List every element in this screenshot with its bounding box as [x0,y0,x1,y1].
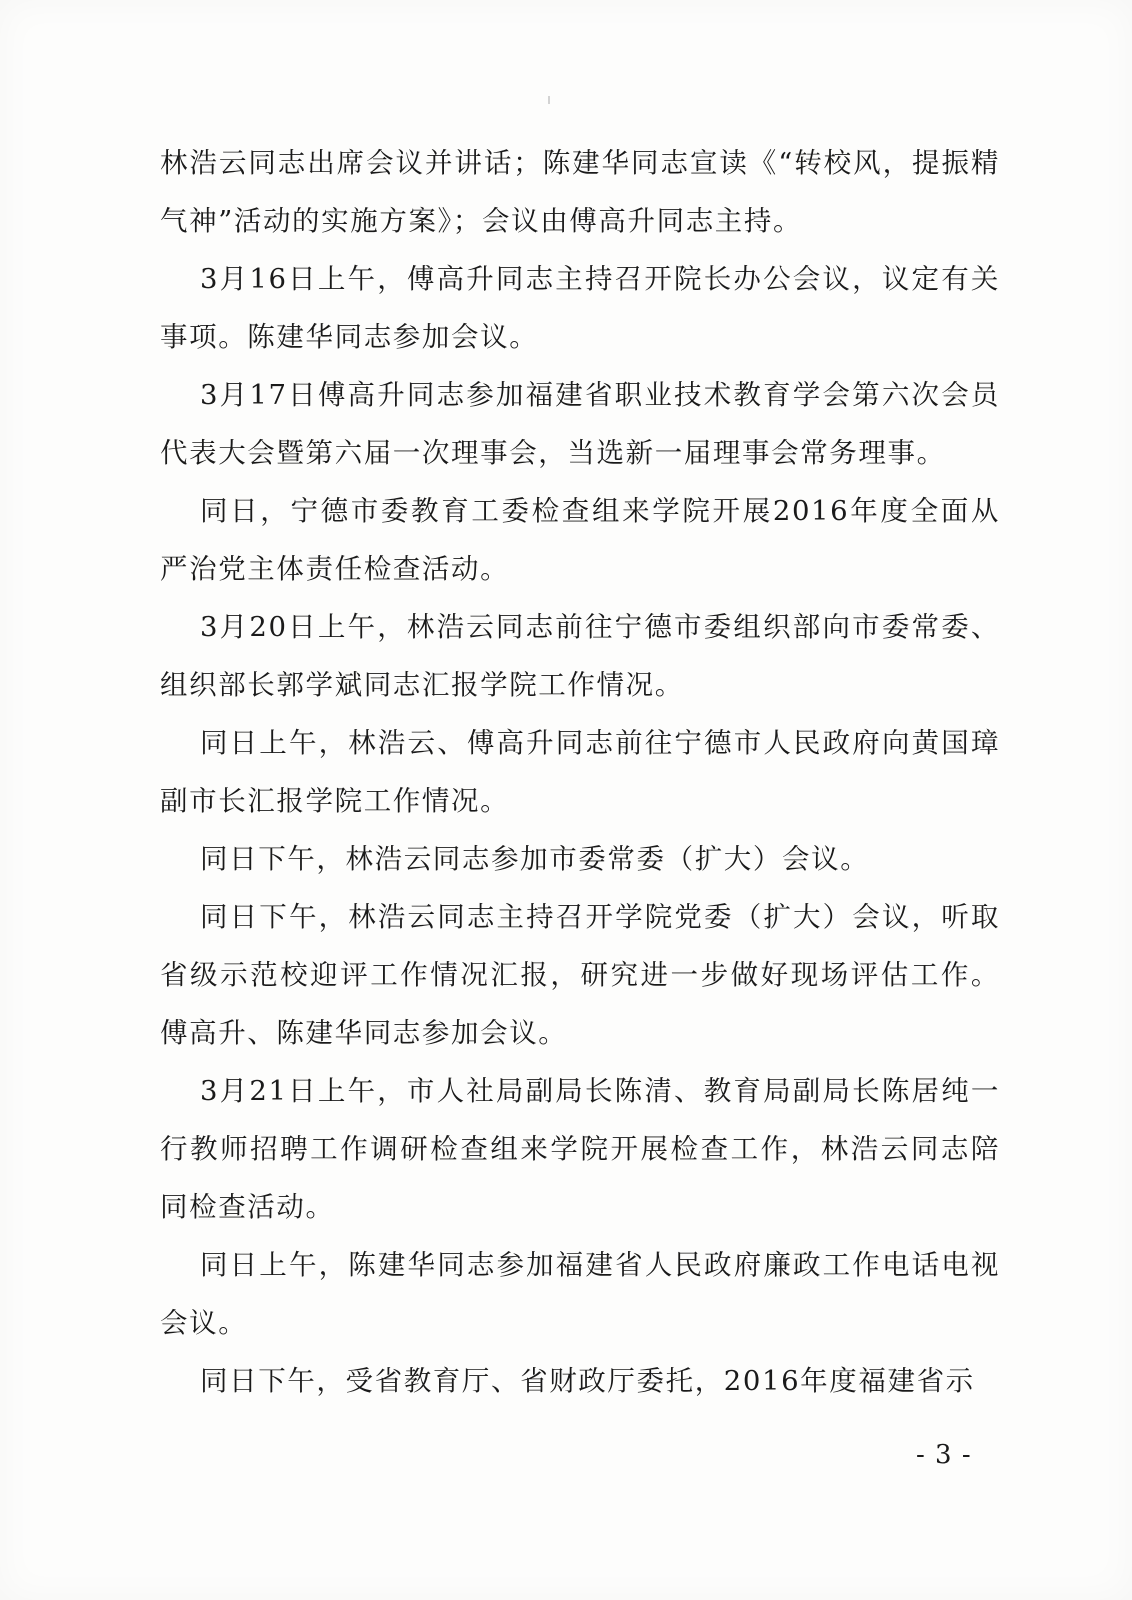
paragraph-3: 3月17日傅高升同志参加福建省职业技术教育学会第六次会员代表大会暨第六届一次理事会，当选新一届理事会常务理事。 [160,379,1000,469]
paragraph-9: 3月21日上午，市人社局副局长陈清、教育局副局长陈居纯一行教师招聘工作调研检查组来学院开展检查工作，林浩云同志陪同检查活动。 [160,1075,1000,1223]
paragraph-2: 3月16日上午，傅高升同志主持召开院长办公会议，议定有关事项。陈建华同志参加会议。 [160,263,1000,353]
paragraph-7: 同日下午，林浩云同志参加市委常委（扩大）会议。 [200,843,870,875]
paragraph-4: 同日，宁德市委教育工委检查组来学院开展2016年度全面从严治党主体责任检查活动。 [160,495,1000,585]
paragraph-5: 3月20日上午，林浩云同志前往宁德市委组织部向市委常委、组织部长郭学斌同志汇报学院工作情况。 [160,611,1000,701]
paragraph-11: 同日下午，受省教育厅、省财政厅委托，2016年度福建省示 [200,1365,975,1397]
document-body [160,134,1000,1410]
paragraph-10: 同日上午，陈建华同志参加福建省人民政府廉政工作电话电视会议。 [160,1249,1000,1339]
paragraph-8: 同日下午，林浩云同志主持召开学院党委（扩大）会议，听取省级示范校迎评工作情况汇报，研究进一步做好现场评估工作。傅高升、陈建华同志参加会议。 [160,901,1000,1049]
scan-speck [548,96,550,104]
paragraph-6: 同日上午，林浩云、傅高升同志前往宁德市人民政府向黄国璋副市长汇报学院工作情况。 [160,727,1000,817]
page-number: - 3 - [916,1440,972,1470]
paragraph-1: 林浩云同志出席会议并讲话；陈建华同志宣读《“转校风，提振精气神”活动的实施方案》；会议由傅高升同志主持。 [160,147,1000,237]
